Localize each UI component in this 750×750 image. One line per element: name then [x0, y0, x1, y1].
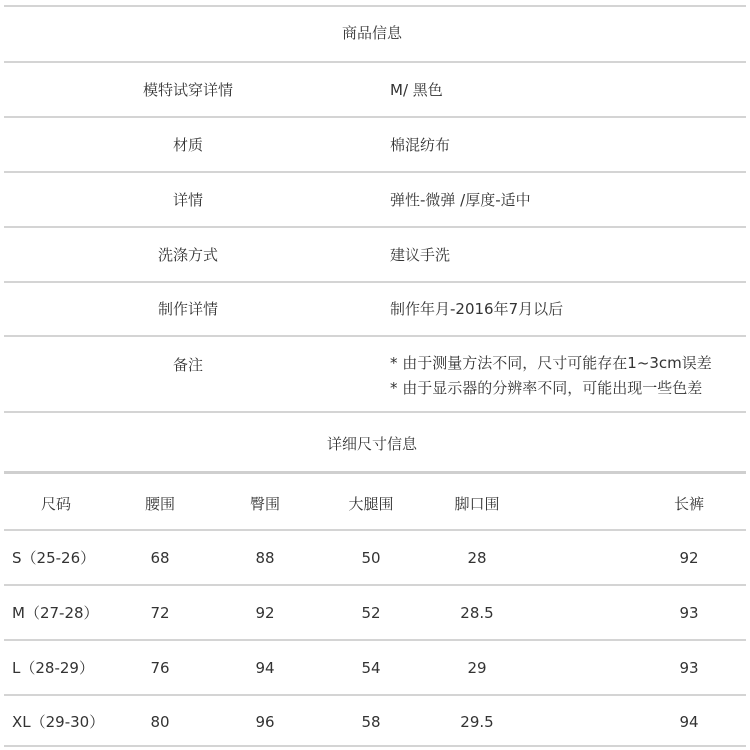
header-hip: 臀围: [249, 495, 281, 513]
size-cell: S（25-26）: [12, 549, 96, 567]
divider: [4, 226, 746, 228]
row-value: 弹性-微弹 /厚度-适中: [390, 191, 531, 209]
length-cell: 93: [679, 659, 699, 677]
leg-opening-cell: 28.5: [460, 604, 494, 622]
divider: [4, 639, 746, 641]
thigh-cell: 50: [361, 549, 381, 567]
hip-cell: 88: [255, 549, 275, 567]
length-cell: 94: [679, 713, 699, 731]
row-label: 模特试穿详情: [142, 81, 234, 99]
thigh-cell: 54: [361, 659, 381, 677]
header-thigh: 大腿围: [348, 495, 394, 513]
header-size: 尺码: [40, 495, 72, 513]
row-label: 制作详情: [157, 300, 219, 318]
hip-cell: 96: [255, 713, 275, 731]
hip-cell: 94: [255, 659, 275, 677]
remark-line: * 由于显示器的分辨率不同，可能出现一些色差: [390, 379, 703, 397]
length-cell: 92: [679, 549, 699, 567]
divider: [4, 471, 746, 474]
row-label: 详情: [172, 191, 204, 209]
waist-cell: 68: [150, 549, 170, 567]
row-value: M/ 黑色: [390, 81, 443, 99]
leg-opening-cell: 29.5: [460, 713, 494, 731]
remarks-label: 备注: [172, 356, 204, 374]
remark-line: * 由于测量方法不同，尺寸可能存在1~3cm误差: [390, 354, 712, 372]
divider: [4, 335, 746, 337]
size-cell: M（27-28）: [12, 604, 99, 622]
divider: [4, 61, 746, 63]
divider: [4, 116, 746, 118]
divider: [4, 171, 746, 173]
header-waist: 腰围: [144, 495, 176, 513]
thigh-cell: 52: [361, 604, 381, 622]
divider: [4, 584, 746, 586]
row-value: 棉混纺布: [390, 136, 451, 154]
size-cell: L（28-29）: [12, 659, 94, 677]
length-cell: 93: [679, 604, 699, 622]
divider: [4, 529, 746, 531]
divider: [4, 694, 746, 696]
divider: [4, 745, 746, 747]
row-label: 材质: [172, 136, 204, 154]
row-label: 洗涤方式: [157, 246, 219, 264]
size-cell: XL（29-30）: [12, 713, 105, 731]
row-value: 建议手洗: [390, 246, 451, 264]
leg-opening-cell: 29: [467, 659, 487, 677]
waist-cell: 76: [150, 659, 170, 677]
divider: [4, 5, 746, 7]
header-leg-opening: 脚口围: [454, 495, 500, 513]
size-info-title: 详细尺寸信息: [326, 435, 418, 453]
waist-cell: 80: [150, 713, 170, 731]
hip-cell: 92: [255, 604, 275, 622]
thigh-cell: 58: [361, 713, 381, 731]
row-value: 制作年月-2016年7月以后: [390, 300, 564, 318]
header-length: 长裤: [673, 495, 705, 513]
product-info-title: 商品信息: [341, 24, 403, 42]
leg-opening-cell: 28: [467, 549, 487, 567]
waist-cell: 72: [150, 604, 170, 622]
divider: [4, 411, 746, 413]
divider: [4, 281, 746, 283]
